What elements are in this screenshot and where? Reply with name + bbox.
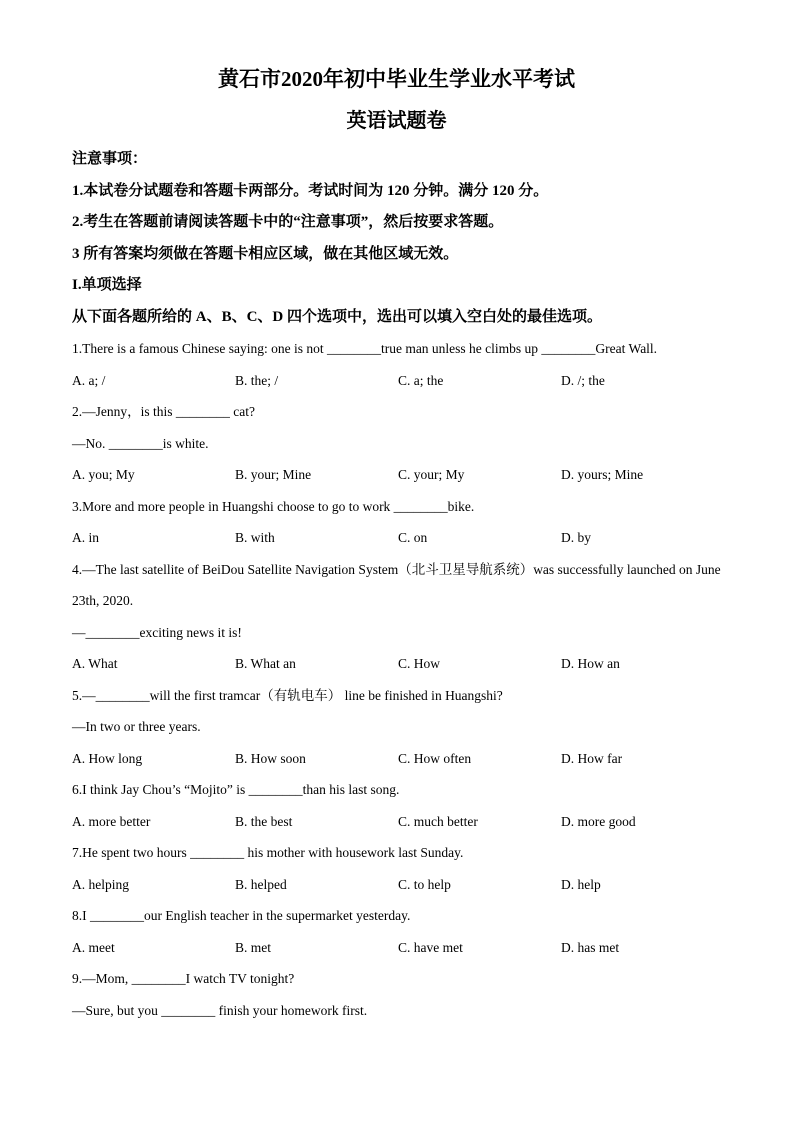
question-reply: —In two or three years. <box>72 719 201 734</box>
question-stem: 3.More and more people in Huangshi choose to go to work ________bike. <box>72 498 475 514</box>
question-4 <box>72 554 721 680</box>
option-c: C. How <box>398 656 441 671</box>
option-b: B. your; Mine <box>235 467 312 482</box>
option-a: A. helping <box>72 876 129 892</box>
option-c: C. your; My <box>398 467 465 482</box>
option-b: B. How soon <box>235 750 306 766</box>
option-c: C. much better <box>398 813 478 829</box>
question-stem: 8.I ________our English teacher in the supermarket yesterday. <box>72 908 411 923</box>
option-c: C. to help <box>398 876 451 892</box>
question-reply: —No. ________is white. <box>72 435 209 451</box>
question-stem: 6.I think Jay Chou’s “Mojito” is ________than his last song. <box>72 782 400 797</box>
option-b: B. met <box>235 939 271 955</box>
option-a: A. in <box>72 530 99 545</box>
question-2 <box>72 396 721 491</box>
question-6 <box>72 774 721 837</box>
option-c: C. have met <box>398 939 463 955</box>
option-c: C. a; the <box>398 372 444 388</box>
option-b: B. the best <box>235 813 293 829</box>
option-d: D. How far <box>561 750 623 766</box>
option-c: C. How often <box>398 750 472 766</box>
option-d: D. more good <box>561 813 636 829</box>
notices-heading: 注意事项： <box>72 151 148 167</box>
question-stem: 1.There is a famous Chinese saying: one is not ________true man unless he climbs up ________Great Wall. <box>72 341 658 356</box>
option-c: C. on <box>398 530 428 545</box>
option-b: B. the; / <box>235 372 279 388</box>
option-b: B. with <box>235 530 275 545</box>
question-8 <box>72 900 721 963</box>
question-reply: —Sure, but you ________ finish your homework first. <box>72 1002 368 1018</box>
option-d: D. How an <box>561 656 620 671</box>
question-9 <box>72 963 721 1026</box>
options-row <box>72 743 721 775</box>
option-d: D. by <box>561 530 591 545</box>
option-a: A. you; My <box>72 467 135 482</box>
option-d: D. yours; Mine <box>561 467 644 482</box>
option-a: A. How long <box>72 750 143 766</box>
question-7 <box>72 837 721 900</box>
option-d: D. has met <box>561 939 620 955</box>
option-a: A. a; / <box>72 372 106 388</box>
option-d: D. help <box>561 876 601 892</box>
question-1 <box>72 333 721 396</box>
option-a: A. more better <box>72 813 151 829</box>
option-a: A. meet <box>72 939 115 955</box>
question-stem: 4.—The last satellite of BeiDou Satellite Navigation System（北斗卫星导航系统）was successfully launched on June 23th, 2020. <box>72 561 721 608</box>
options-row <box>72 932 721 964</box>
question-stem: 5.—________will the first tramcar（有轨电车） line be finished in Huangshi? <box>72 687 503 703</box>
notice-item-2: 2.考生在答题前请阅读答题卡中的“注意事项”，然后按要求答题。 <box>72 214 504 230</box>
option-d: D. /; the <box>561 372 605 388</box>
options-row <box>72 806 721 838</box>
options-row <box>72 869 721 901</box>
options-row <box>72 365 721 397</box>
question-5 <box>72 680 721 775</box>
options-row <box>72 648 721 680</box>
section-heading: I.单项选择 <box>72 277 142 293</box>
question-stem: 9.—Mom, ________I watch TV tonight? <box>72 971 295 986</box>
question-reply: —________exciting news it is! <box>72 624 242 640</box>
exam-subtitle: 英语试题卷 <box>346 110 447 132</box>
section-instruction: 从下面各题所给的 A、B、C、D 四个选项中，选出可以填入空白处的最佳选项。 <box>72 308 603 325</box>
exam-title: 黄石市2020年初中毕业生学业水平考试 <box>218 67 575 91</box>
notice-item-3: 3 所有答案均须做在答题卡相应区域，做在其他区域无效。 <box>72 245 459 262</box>
question-stem: 7.He spent two hours ________ his mother with housework last Sunday. <box>72 845 464 860</box>
notice-item-1: 1.本试卷分试题卷和答题卡两部分。考试时间为 120 分钟。满分 120 分。 <box>72 182 549 199</box>
option-a: A. What <box>72 656 118 671</box>
options-row <box>72 459 721 491</box>
question-3 <box>72 491 721 554</box>
options-row <box>72 522 721 554</box>
question-stem: 2.—Jenny，is this ________ cat? <box>72 404 255 419</box>
option-b: B. What an <box>235 656 296 671</box>
option-b: B. helped <box>235 876 287 892</box>
